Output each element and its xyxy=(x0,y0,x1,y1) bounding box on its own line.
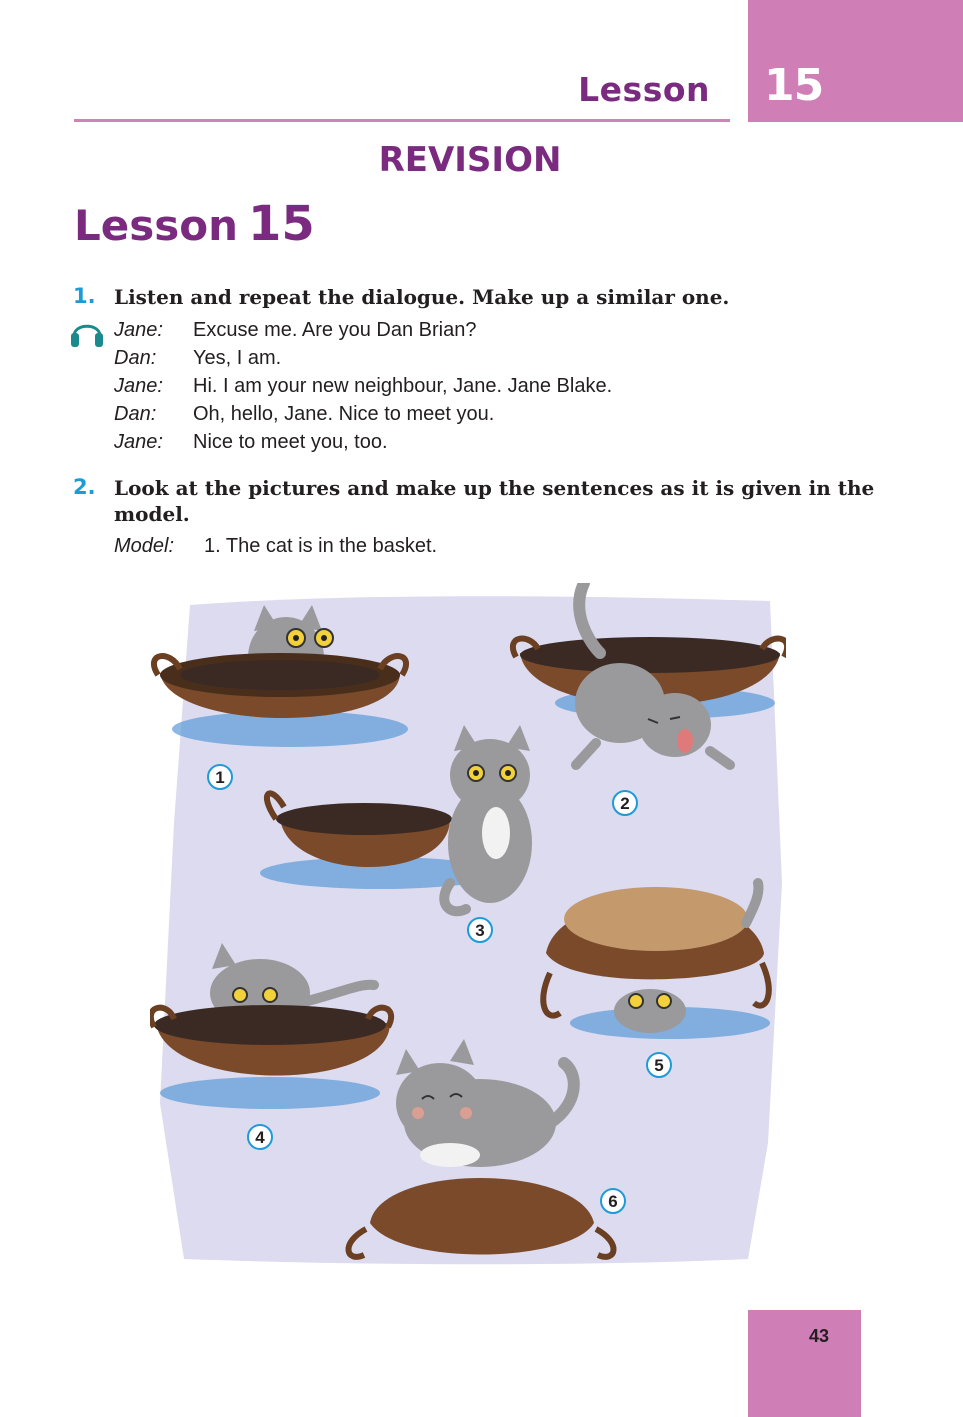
dialogue xyxy=(114,316,612,456)
header-lesson-number: 15 xyxy=(764,60,824,111)
cats-and-baskets-illustration xyxy=(150,583,786,1271)
dialogue-line xyxy=(114,428,612,456)
speaker-name: Dan: xyxy=(114,347,157,369)
dialogue-line xyxy=(114,400,612,428)
headphones-icon[interactable] xyxy=(70,316,104,348)
picture-label-4-text: 4 xyxy=(255,1128,265,1147)
model-line xyxy=(114,535,437,558)
picture-label-6-text: 6 xyxy=(608,1192,618,1211)
dialogue-text: Excuse me. Are you Dan Brian? xyxy=(193,319,477,341)
lesson-title-number: 15 xyxy=(248,196,315,252)
dialogue-text: Oh, hello, Jane. Nice to meet you. xyxy=(193,403,495,425)
lesson-title-word: Lesson xyxy=(74,201,239,250)
exercise1-number: 1. xyxy=(73,284,96,308)
dialogue-line xyxy=(114,372,612,400)
speaker-name: Jane: xyxy=(114,431,163,453)
speaker-name: Jane: xyxy=(114,319,163,341)
header-divider xyxy=(74,119,730,122)
header-lesson-label: Lesson xyxy=(578,70,710,109)
exercise2-instruction: Look at the pictures and make up the sentences as it is given in the model. xyxy=(114,476,875,526)
picture-label-1-text: 1 xyxy=(215,768,225,787)
dialogue-line xyxy=(114,316,612,344)
exercise2-number: 2. xyxy=(73,475,96,499)
dialogue-line xyxy=(114,344,612,372)
model-text: 1. The cat is in the basket. xyxy=(204,535,438,557)
dialogue-text: Hi. I am your new neighbour, Jane. Jane Blake. xyxy=(193,375,613,397)
speaker-name: Dan: xyxy=(114,403,157,425)
dialogue-text: Yes, I am. xyxy=(193,347,282,369)
picture-label-5-text: 5 xyxy=(654,1056,664,1075)
model-label: Model: xyxy=(114,535,175,557)
speaker-name: Jane: xyxy=(114,375,163,397)
page-number: 43 xyxy=(808,1326,830,1346)
lesson-title xyxy=(74,196,315,252)
exercise1-instruction: Listen and repeat the dialogue. Make up a similar one. xyxy=(114,285,730,309)
dialogue-text: Nice to meet you, too. xyxy=(193,431,388,453)
picture-label-3-text: 3 xyxy=(475,921,485,940)
picture-label-2-text: 2 xyxy=(620,794,630,813)
revision-title: REVISION xyxy=(378,140,562,180)
